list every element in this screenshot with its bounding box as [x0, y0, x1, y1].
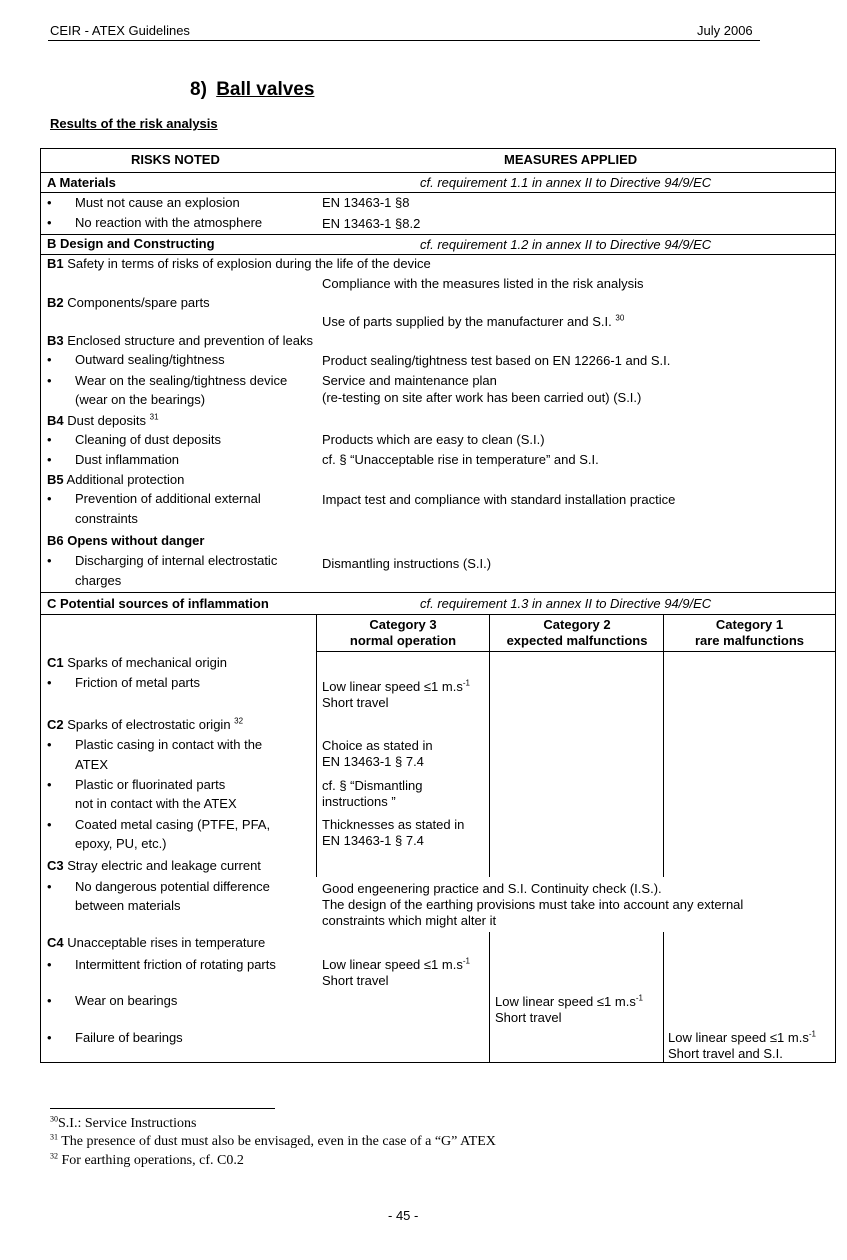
rule — [41, 192, 835, 193]
b4-heading: B4 Dust deposits $^{31}$ — [47, 412, 159, 428]
measure-item: Low linear speed ≤1 $m.s^{-1}$ — [322, 956, 470, 972]
risk-item-cont: epoxy, PU, etc.) — [75, 836, 167, 851]
measure-item: Impact test and compliance with standard installation practice — [322, 492, 676, 507]
b6-heading: B6 Opens without danger — [47, 533, 205, 548]
b5-heading: B5 Additional protection — [47, 472, 185, 487]
section-title-text: Ball valves — [216, 79, 315, 100]
risk-item: Wear on bearings — [75, 993, 178, 1008]
risk-item-cont: (wear on the bearings) — [75, 392, 206, 407]
risk-item-cont: between materials — [75, 898, 181, 913]
header-divider — [48, 40, 760, 41]
b1-heading: B1 Safety in terms of risks of explosion during the life of the device — [47, 256, 431, 271]
col-measures-header: MEASURES APPLIED — [504, 152, 638, 167]
footnote: $^{30}$S.I.: Service Instructions — [50, 1114, 197, 1131]
measure-item-cont: Short travel and S.I. — [668, 1046, 783, 1061]
risk-item: Friction of metal parts — [75, 675, 200, 690]
bullet — [47, 777, 55, 793]
rule — [317, 651, 835, 652]
risk-item: Coated metal casing (PTFE, PFA, — [75, 817, 271, 832]
risk-item-cont: charges — [75, 573, 122, 588]
measure-item-cont: (re-testing on site after work has been carried out) (S.I.) — [322, 390, 642, 405]
cat3-header: Category 3 normal operation — [349, 617, 457, 648]
measure-item: Low linear speed ≤1 $m.s^{-1}$ — [322, 678, 470, 694]
col-divider — [663, 932, 664, 1063]
cat1-header: Category 1 rare malfunctions — [694, 617, 805, 648]
bullet — [47, 1030, 55, 1046]
measure-item: Service and maintenance plan — [322, 373, 497, 388]
footnote-divider — [50, 1108, 275, 1109]
measure-item: cf. § “Dismantling — [322, 778, 423, 793]
risk-item: No dangerous potential difference — [75, 879, 270, 894]
section-a-title: A Materials — [47, 175, 116, 190]
risk-item: Discharging of internal electrostatic — [75, 553, 278, 568]
risk-item: Must not cause an explosion — [75, 195, 240, 210]
risk-item: Wear on the sealing/tightness device — [75, 373, 288, 388]
rule — [41, 234, 835, 235]
risk-item: Prevention of additional external — [75, 491, 261, 506]
rule — [41, 254, 835, 255]
section-b-title: B Design and Constructing — [47, 236, 215, 251]
measure-item-cont: constraints which might alter it — [322, 913, 497, 928]
bullet — [47, 491, 55, 507]
col-divider — [489, 614, 490, 877]
risk-item: Cleaning of dust deposits — [75, 432, 221, 447]
bullet — [47, 737, 55, 753]
bullet — [47, 675, 55, 691]
bullet — [47, 452, 55, 468]
c1-heading: C1 Sparks of mechanical origin — [47, 655, 227, 670]
header-left: CEIR - ATEX Guidelines — [50, 23, 190, 38]
bullet — [47, 352, 55, 368]
rule — [41, 172, 835, 173]
section-title — [190, 79, 314, 101]
measure-item-cont: instructions ” — [322, 794, 396, 809]
measure-item: Product sealing/tightness test based on EN 12266-1 and S.I. — [322, 353, 671, 368]
risk-item-cont: constraints — [75, 511, 138, 526]
bullet — [47, 817, 55, 833]
measure-item: EN 13463-1 §8 — [322, 195, 410, 210]
subtitle: Results of the risk analysis — [50, 116, 218, 131]
measure-item: EN 13463-1 §8.2 — [322, 216, 421, 231]
measure-item: cf. § “Unacceptable rise in temperature” and S.I. — [322, 452, 599, 467]
section-number: 8) — [190, 79, 207, 100]
risk-item: Failure of bearings — [75, 1030, 183, 1045]
col-risks-header: RISKS NOTED — [131, 152, 220, 167]
measure-item: Choice as stated in — [322, 738, 433, 753]
bullet — [47, 957, 55, 973]
risk-item: Intermittent friction of rotating parts — [75, 957, 276, 972]
footnote: $^{31}$ The presence of dust must also be envisaged, even in the case of a “G” ATEX — [50, 1132, 496, 1149]
measure-item-cont: EN 13463-1 § 7.4 — [322, 754, 424, 769]
rule — [41, 592, 835, 593]
bullet — [47, 993, 55, 1009]
section-c-ref: cf. requirement 1.3 in annex II to Directive 94/9/EC — [420, 596, 712, 611]
footnote: $^{32}$ For earthing operations, cf. C0.2 — [50, 1151, 244, 1168]
bullet — [47, 879, 55, 895]
b3-heading: B3 Enclosed structure and prevention of leaks — [47, 333, 313, 348]
section-c-title: C Potential sources of inflammation — [47, 596, 269, 611]
measure-item: Thicknesses as stated in — [322, 817, 465, 832]
header-right: July 2006 — [697, 23, 753, 38]
b1-measure: Compliance with the measures listed in the risk analysis — [322, 276, 644, 291]
col-divider — [316, 614, 317, 877]
risk-item-cont: not in contact with the ATEX — [75, 796, 237, 811]
bullet — [47, 373, 55, 389]
c4-heading: C4 Unacceptable rises in temperature — [47, 935, 266, 950]
measure-item: Low linear speed ≤1 $m.s^{-1}$ — [668, 1029, 816, 1045]
c2-heading: C2 Sparks of electrostatic origin $^{32}$ — [47, 716, 244, 732]
risk-item: Plastic or fluorinated parts — [75, 777, 226, 792]
cat2-header: Category 2 expected malfunctions — [506, 617, 648, 648]
bullet — [47, 553, 55, 569]
section-b-ref: cf. requirement 1.2 in annex II to Directive 94/9/EC — [420, 237, 712, 252]
measure-item-cont: Short travel — [322, 973, 389, 988]
risk-item: Plastic casing in contact with the — [75, 737, 263, 752]
risk-item-cont: ATEX — [75, 757, 108, 772]
measure-item-cont: EN 13463-1 § 7.4 — [322, 833, 424, 848]
col-divider — [663, 614, 664, 877]
col-divider — [489, 932, 490, 1063]
c3-heading: C3 Stray electric and leakage current — [47, 858, 261, 873]
risk-item: No reaction with the atmosphere — [75, 215, 263, 230]
measure-item: Products which are easy to clean (S.I.) — [322, 432, 545, 447]
measure-item-cont: The design of the earthing provisions must take into account any external — [322, 897, 744, 912]
measure-item-cont: Short travel — [495, 1010, 562, 1025]
rule — [41, 614, 835, 615]
bullet — [47, 195, 55, 211]
page-number: - 45 - — [388, 1208, 419, 1223]
b2-measure: Use of parts supplied by the manufacturer and S.I. $^{30}$ — [322, 313, 625, 329]
bullet — [47, 432, 55, 448]
b2-heading: B2 Components/spare parts — [47, 295, 210, 310]
measure-item: Low linear speed ≤1 $m.s^{-1}$ — [495, 993, 643, 1009]
measure-item: Good engeenering practice and S.I. Continuity check (I.S.). — [322, 881, 662, 896]
section-a-ref: cf. requirement 1.1 in annex II to Directive 94/9/EC — [420, 175, 712, 190]
risk-item: Dust inflammation — [75, 452, 180, 467]
measure-item: Dismantling instructions (S.I.) — [322, 556, 492, 571]
risk-item: Outward sealing/tightness — [75, 352, 225, 367]
bullet — [47, 215, 55, 231]
measure-item-cont: Short travel — [322, 695, 389, 710]
